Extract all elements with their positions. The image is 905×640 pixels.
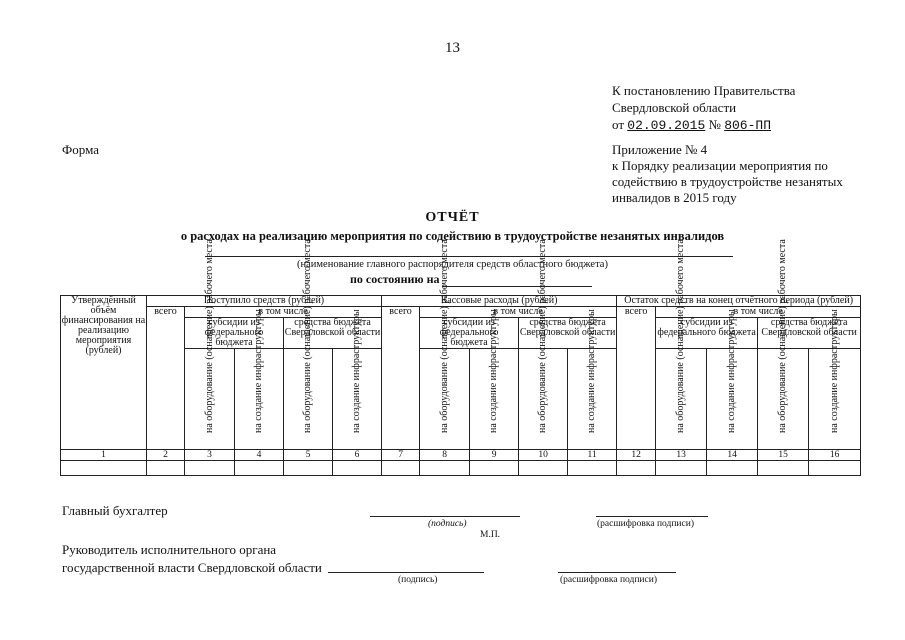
header-balance-federal-infra: на создание инфраструктуры (707, 349, 758, 450)
header-received-federal-infra: на создание инфраструктуры (235, 349, 284, 450)
decoding-caption-2: (расшифровка подписи) (560, 575, 657, 585)
org-name-field[interactable] (205, 256, 733, 257)
data-cell[interactable] (382, 461, 420, 476)
col-num: 4 (235, 450, 284, 461)
chief-accountant-decoding-field[interactable] (596, 516, 708, 517)
column-number-row (61, 450, 861, 461)
annex-line-2: к Порядку реализации мероприятия по (612, 158, 828, 173)
data-cell[interactable] (284, 461, 333, 476)
col-num: 15 (758, 450, 809, 461)
decree-line-1: К постановлению Правительства (612, 83, 796, 98)
report-title: ОТЧЁТ (425, 210, 480, 225)
head-label-line-2: государственной власти Свердловской области (62, 560, 322, 575)
decree-prefix: от (612, 117, 625, 132)
col-num: 12 (617, 450, 656, 461)
header-cash-expenses: Кассовые расходы (рублей) (382, 296, 617, 307)
report-subtitle: о расходах на реализацию мероприятия по содействию в трудоустройстве незанятых инвалидов (180, 229, 725, 243)
header-received-federal-equip: на оборудование (оснащение) рабочего места (185, 349, 235, 450)
signature-caption: (подпись) (428, 519, 467, 529)
header-balance-regional-equip: на оборудование (оснащение) рабочего места (758, 349, 809, 450)
data-cell[interactable] (333, 461, 382, 476)
org-name-caption: (наименование главного распорядителя средств областного бюджета) (297, 259, 608, 270)
header-received: Поступило средств (рублей) (147, 296, 382, 307)
header-approved-volume: Утверждённый объём финансирования на реализацию мероприятия (рублей) (61, 296, 147, 450)
as-of-date-field[interactable] (442, 275, 592, 287)
data-cell[interactable] (519, 461, 568, 476)
col-num: 3 (185, 450, 235, 461)
decree-num-sign: № (708, 117, 721, 132)
header-received-total: всего (147, 307, 185, 450)
header-balance-federal-equip: на оборудование (оснащение) рабочего места (656, 349, 707, 450)
col-num: 10 (519, 450, 568, 461)
annex-line-1: Приложение № 4 (612, 142, 708, 157)
header-cash-regional-infra: на создание инфраструктуры (568, 349, 617, 450)
decoding-caption: (расшифровка подписи) (597, 519, 694, 529)
header-received-regional-infra: на создание инфраструктуры (333, 349, 382, 450)
decree-line-2: Свердловской области (612, 100, 737, 115)
header-received-regional: средства бюджета Свердловской области (284, 318, 382, 349)
header-balance-total: всего (617, 307, 656, 450)
chief-accountant-label: Главный бухгалтер (62, 503, 168, 518)
col-num: 5 (284, 450, 333, 461)
data-cell[interactable] (656, 461, 707, 476)
header-balance-regional-infra: на создание инфраструктуры (809, 349, 861, 450)
data-cell[interactable] (758, 461, 809, 476)
col-num: 1 (61, 450, 147, 461)
signature-caption-2: (подпись) (398, 575, 438, 585)
as-of-date (350, 272, 592, 287)
stamp-placeholder: М.П. (480, 530, 501, 540)
col-num: 13 (656, 450, 707, 461)
data-cell[interactable] (809, 461, 861, 476)
col-num: 6 (333, 450, 382, 461)
header-balance-federal: субсидии из федерального бюджета (656, 318, 758, 349)
as-of-label: по состоянию на (350, 272, 440, 286)
data-cell[interactable] (235, 461, 284, 476)
chief-accountant-signature-field[interactable] (370, 516, 520, 517)
annex-line-4: инвалидов в 2015 году (612, 190, 737, 205)
form-label: Форма (62, 142, 99, 157)
header-received-federal: субсидии из федерального бюджета (185, 318, 284, 349)
decree-line-3 (612, 116, 795, 134)
decree-number: 806-ПП (724, 118, 771, 133)
annex-reference (612, 142, 843, 206)
data-cell[interactable] (617, 461, 656, 476)
header-cash-federal-equip: на оборудование (оснащение) рабочего места (420, 349, 470, 450)
head-signature-field[interactable] (328, 572, 484, 573)
head-decoding-field[interactable] (558, 572, 676, 573)
header-received-incl: в том числе (185, 307, 382, 318)
data-cell[interactable] (147, 461, 185, 476)
col-num: 16 (809, 450, 861, 461)
data-cell[interactable] (185, 461, 235, 476)
col-num: 11 (568, 450, 617, 461)
data-cell[interactable] (470, 461, 519, 476)
header-cash-total: всего (382, 307, 420, 450)
col-num: 14 (707, 450, 758, 461)
data-cell[interactable] (568, 461, 617, 476)
col-num: 9 (470, 450, 519, 461)
col-num: 8 (420, 450, 470, 461)
header-cash-regional-equip: на оборудование (оснащение) рабочего места (519, 349, 568, 450)
annex-line-3: содействию в трудоустройстве незанятых (612, 174, 843, 189)
col-num: 2 (147, 450, 185, 461)
data-cell[interactable] (707, 461, 758, 476)
data-cell[interactable] (420, 461, 470, 476)
head-label-line-1: Руководитель исполнительного органа (62, 542, 277, 557)
page-number: 13 (445, 40, 460, 56)
header-balance-regional: средства бюджета Свердловской области (758, 318, 861, 349)
header-received-regional-equip: на оборудование (оснащение) рабочего места (284, 349, 333, 450)
header-cash-federal: субсидии из федерального бюджета (420, 318, 519, 349)
data-row (61, 461, 861, 476)
header-cash-incl: в том числе (420, 307, 617, 318)
header-cash-regional: средства бюджета Свердловской области (519, 318, 617, 349)
header-balance: Остаток средств на конец отчётного периода (рублей) (617, 296, 861, 307)
data-cell[interactable] (61, 461, 147, 476)
decree-date: 02.09.2015 (627, 118, 706, 133)
col-num: 7 (382, 450, 420, 461)
decree-reference (612, 82, 795, 134)
header-cash-federal-infra: на создание инфраструктуры (470, 349, 519, 450)
header-balance-incl: в том числе (656, 307, 861, 318)
